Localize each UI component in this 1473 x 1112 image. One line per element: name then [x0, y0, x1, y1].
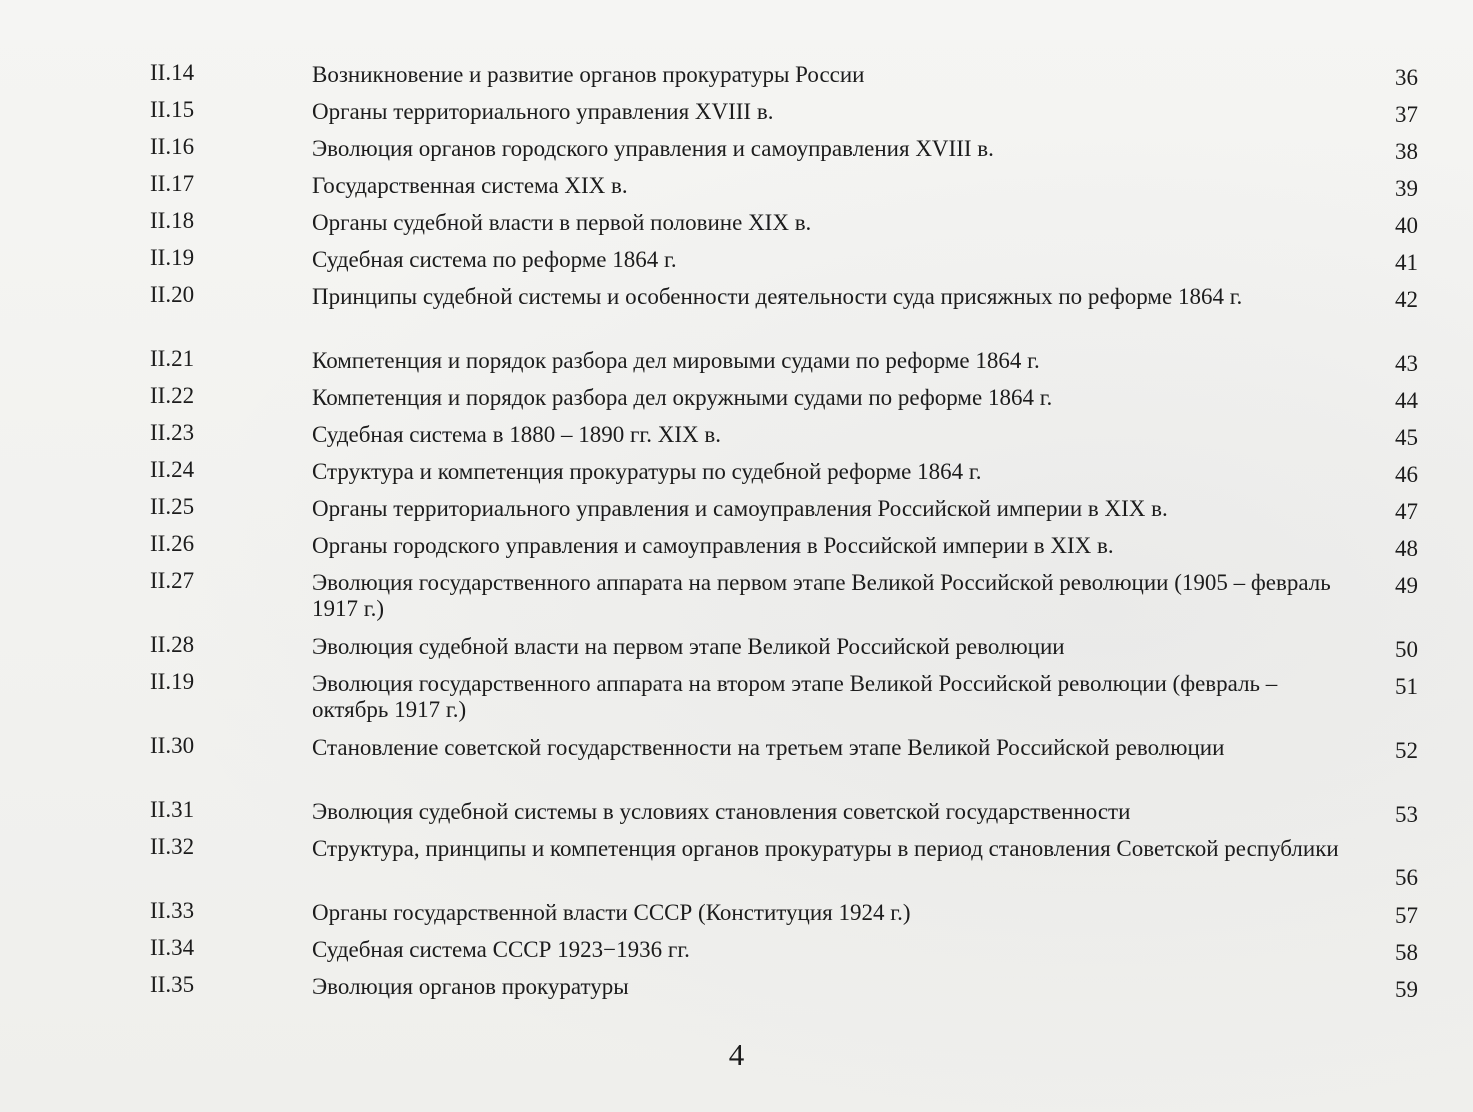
- toc-entry-number: II.16: [150, 134, 195, 159]
- toc-entry-number: II.34: [150, 935, 195, 960]
- toc-entry-number: II.23: [150, 420, 195, 445]
- toc-entry-page-number: 59: [1395, 977, 1418, 1002]
- toc-entry-number: II.18: [150, 208, 195, 233]
- toc-entry-title: Органы городского управления и самоуправления в Российской империи в XIX в.: [312, 533, 1114, 558]
- toc-entry-page-number: 51: [1395, 674, 1418, 699]
- toc-entry-title: Эволюция органов городского управления и самоуправления XVIII в.: [312, 136, 994, 161]
- toc-entry-page-number: 46: [1395, 462, 1418, 487]
- toc-entry-page-number: 39: [1395, 176, 1418, 201]
- toc-entry-page-number: 38: [1395, 139, 1418, 164]
- toc-entry-number: II.20: [150, 282, 195, 307]
- toc-entry-title: Эволюция судебной власти на первом этапе Великой Российской революции: [312, 634, 1065, 659]
- toc-entry-number: II.33: [150, 898, 195, 923]
- page-folio-number: 4: [728, 1037, 745, 1072]
- toc-entry-number: II.35: [150, 972, 195, 997]
- toc-entry-page-number: 50: [1395, 637, 1418, 662]
- toc-entry-number: II.19: [150, 245, 195, 270]
- toc-entry-title: Структура и компетенция прокуратуры по судебной реформе 1864 г.: [312, 459, 982, 484]
- toc-entry-number: II.17: [150, 171, 195, 196]
- toc-entry-title: Становление советской государственности на третьем этапе Великой Российской революции: [312, 735, 1225, 760]
- toc-entry-title: Эволюция государственного аппарата на втором этапе Великой Российской революции (февраль – октябрь 1917 г.): [312, 671, 1278, 722]
- toc-entry-title: Государственная система XIX в.: [312, 173, 628, 198]
- toc-entry-page-number: 47: [1395, 499, 1418, 524]
- toc-entry-number: II.15: [150, 97, 195, 122]
- toc-entry-page-number: 45: [1395, 425, 1418, 450]
- toc-entry-number: II.32: [150, 834, 195, 859]
- toc-entry-page-number: 53: [1395, 802, 1418, 827]
- toc-entry-title: Органы территориального управления и самоуправления Российской империи в XIX в.: [312, 496, 1168, 521]
- toc-entry-page-number: 56: [1395, 865, 1418, 890]
- toc-entry-page-number: 49: [1395, 573, 1418, 598]
- toc-entry-page-number: 37: [1395, 102, 1418, 127]
- toc-entry-number: II.28: [150, 632, 195, 657]
- toc-entry-number: II.22: [150, 383, 195, 408]
- toc-entry-title: Судебная система по реформе 1864 г.: [312, 247, 677, 272]
- toc-entry-page-number: 41: [1395, 250, 1418, 275]
- toc-entry-title: Эволюция судебной системы в условиях становления советской государственности: [312, 799, 1131, 824]
- toc-entry-title: Эволюция органов прокуратуры: [312, 974, 629, 999]
- toc-entry-page-number: 36: [1395, 65, 1418, 90]
- toc-entry-number: II.25: [150, 494, 195, 519]
- toc-entry-page-number: 48: [1395, 536, 1418, 561]
- toc-entry-number: II.21: [150, 346, 195, 371]
- toc-entry-title: Органы судебной власти в первой половине XIX в.: [312, 210, 812, 235]
- toc-entry-page-number: 40: [1395, 213, 1418, 238]
- toc-entry-number: II.14: [150, 60, 195, 85]
- toc-entry-title: Судебная система в 1880 – 1890 гг. XIX в.: [312, 422, 721, 447]
- toc-entry-number: II.26: [150, 531, 195, 556]
- toc-entry-page-number: 42: [1395, 287, 1418, 312]
- toc-entry-number: II.31: [150, 797, 195, 822]
- toc-entry-title: Органы государственной власти СССР (Конституция 1924 г.): [312, 900, 911, 925]
- toc-entry-number: II.19: [150, 669, 195, 694]
- toc-entry-title: Судебная система СССР 1923−1936 гг.: [312, 937, 690, 962]
- toc-entry-title: Принципы судебной системы и особенности деятельности суда присяжных по реформе 1864 г.: [312, 284, 1243, 309]
- toc-entry-page-number: 52: [1395, 738, 1418, 763]
- toc-entry-page-number: 58: [1395, 940, 1418, 965]
- toc-entry-title: Компетенция и порядок разбора дел окружными судами по реформе 1864 г.: [312, 385, 1053, 410]
- toc-entry-title: Возникновение и развитие органов прокуратуры России: [312, 62, 865, 87]
- toc-entry-page-number: 57: [1395, 903, 1418, 928]
- toc-entry-number: II.24: [150, 457, 195, 482]
- toc-entry-title: Компетенция и порядок разбора дел мировыми судами по реформе 1864 г.: [312, 348, 1040, 373]
- toc-entry-title: Структура, принципы и компетенция органов прокуратуры в период становления Советской республики: [312, 836, 1339, 861]
- toc-entry-title: Органы территориального управления XVIII в.: [312, 99, 774, 124]
- toc-entry-number: II.30: [150, 733, 195, 758]
- toc-entry-number: II.27: [150, 568, 195, 593]
- toc-entry-title: Эволюция государственного аппарата на первом этапе Великой Российской революции (1905 – февраль 1917 г.): [312, 570, 1331, 621]
- toc-entry-page-number: 43: [1395, 351, 1418, 376]
- toc-entry-page-number: 44: [1395, 388, 1418, 413]
